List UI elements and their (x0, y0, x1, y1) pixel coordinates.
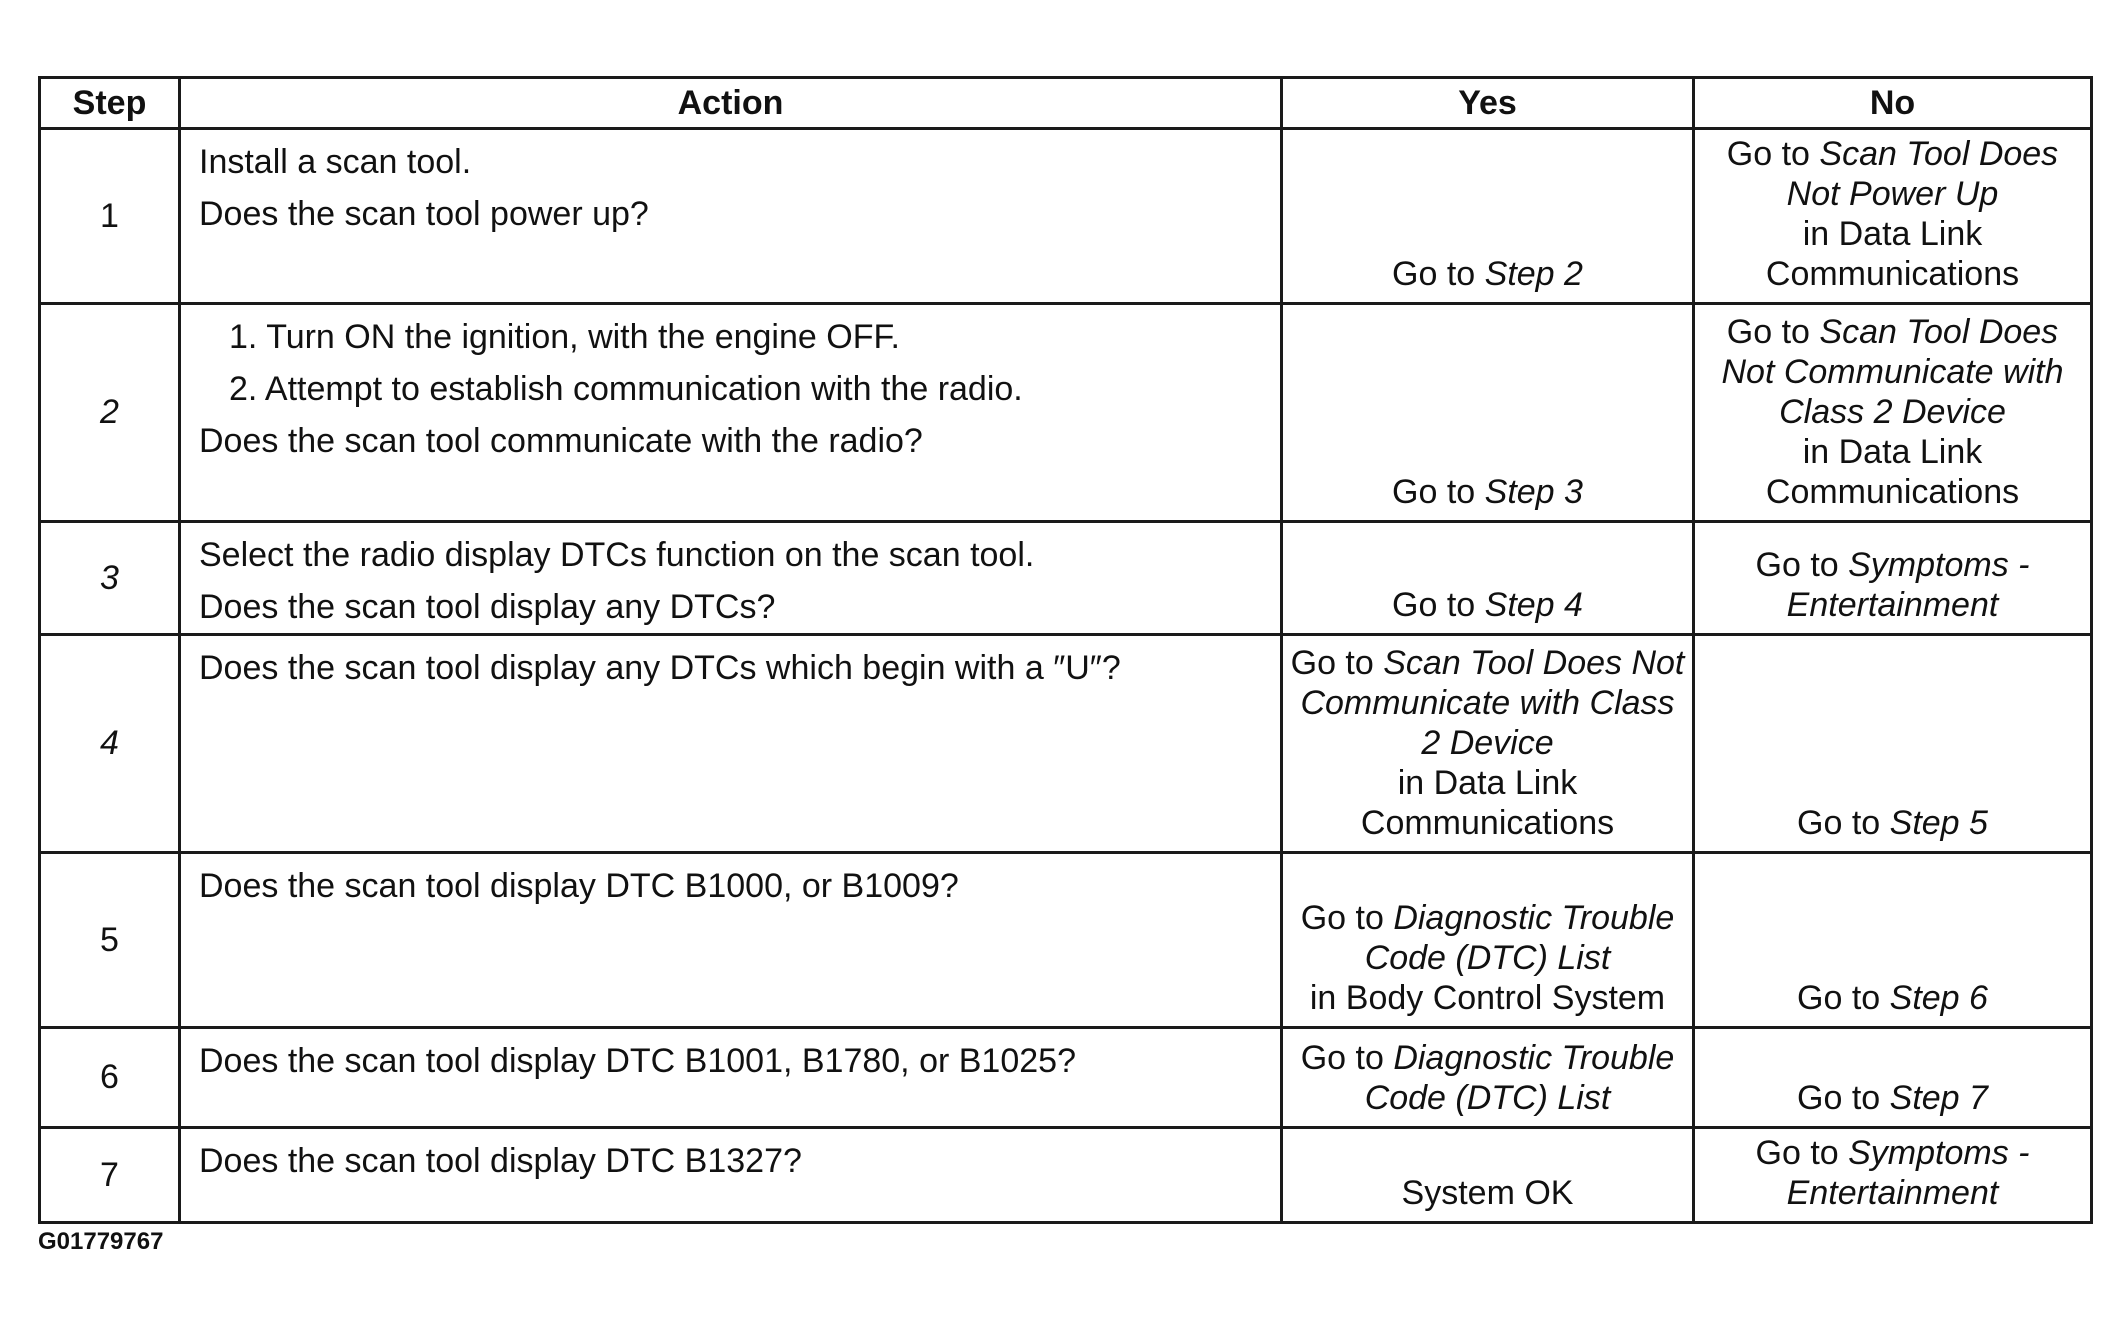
no-text: Go to (1755, 546, 1849, 584)
action-cell (180, 1128, 1282, 1223)
table-row (40, 853, 2092, 1028)
step-number: 2 (40, 304, 180, 522)
table-row (40, 1128, 2092, 1223)
action-cell (180, 635, 1282, 853)
diagnostic-table (38, 76, 2093, 1224)
action-question: Does the scan tool display any DTCs? (199, 588, 776, 626)
no-text: Go to (1797, 804, 1890, 842)
yes-text-suffix: in Body Control System (1309, 979, 1666, 1017)
no-text: Go to (1755, 1134, 1849, 1172)
header-action: Action (180, 78, 1282, 129)
action-question: Does the scan tool display DTC B1327? (199, 1142, 802, 1180)
no-text: Go to (1726, 135, 1820, 173)
no-cell (1694, 304, 2092, 522)
action-cell (180, 129, 1282, 304)
action-question: Does the scan tool display any DTCs which begin with a ″U″? (199, 649, 1121, 687)
yes-cell (1282, 853, 1694, 1028)
yes-cell (1282, 522, 1694, 635)
yes-link: Diagnostic Trouble Code (DTC) List (1364, 1039, 1675, 1117)
no-link: Step 7 (1889, 1079, 1988, 1117)
action-question: Does the scan tool communicate with the radio? (199, 422, 923, 460)
step-number: 1 (40, 129, 180, 304)
action-question: Does the scan tool display DTC B1000, or B1009? (199, 867, 959, 905)
header-yes: Yes (1282, 78, 1694, 129)
no-cell (1694, 1028, 2092, 1128)
action-text: Select the radio display DTCs function on the scan tool. (199, 536, 1035, 574)
yes-link: Step 2 (1484, 255, 1583, 293)
action-cell (180, 304, 1282, 522)
yes-text-suffix: in Data Link Communications (1360, 764, 1615, 842)
step-number: 5 (40, 853, 180, 1028)
action-list-item: 1. Turn ON the ignition, with the engine OFF. (229, 318, 900, 356)
yes-cell (1282, 304, 1694, 522)
step-number: 4 (40, 635, 180, 853)
yes-text: System OK (1401, 1174, 1574, 1212)
yes-cell (1282, 129, 1694, 304)
action-question: Does the scan tool power up? (199, 195, 649, 233)
action-text: Install a scan tool. (199, 143, 472, 181)
no-text: Go to (1797, 1079, 1890, 1117)
table-row (40, 522, 2092, 635)
step-number: 3 (40, 522, 180, 635)
table-row (40, 129, 2092, 304)
no-cell (1694, 129, 2092, 304)
no-link: Step 6 (1889, 979, 1988, 1017)
yes-link: Step 3 (1484, 473, 1583, 511)
no-link: Step 5 (1889, 804, 1988, 842)
figure-id: G01779767 (38, 1228, 164, 1255)
action-list-item: 2. Attempt to establish communication with the radio. (229, 370, 1023, 408)
no-text: Go to (1797, 979, 1890, 1017)
header-row (40, 78, 2092, 129)
header-no: No (1694, 78, 2092, 129)
no-cell (1694, 853, 2092, 1028)
header-step: Step (40, 78, 180, 129)
step-number: 6 (40, 1028, 180, 1128)
yes-text: Go to (1300, 1039, 1394, 1077)
no-link: Scan Tool Does Not Power Up (1786, 135, 2059, 213)
no-cell (1694, 635, 2092, 853)
no-text: Go to (1726, 313, 1820, 351)
yes-text: Go to (1392, 473, 1485, 511)
no-cell (1694, 1128, 2092, 1223)
action-cell (180, 1028, 1282, 1128)
yes-cell (1282, 1028, 1694, 1128)
yes-link: Step 4 (1484, 586, 1583, 624)
no-cell (1694, 522, 2092, 635)
action-cell (180, 853, 1282, 1028)
action-question: Does the scan tool display DTC B1001, B1780, or B1025? (199, 1042, 1076, 1080)
table-row (40, 1028, 2092, 1128)
no-link: Symptoms - Entertainment (1786, 546, 2030, 624)
yes-text: Go to (1392, 255, 1485, 293)
no-link: Symptoms - Entertainment (1786, 1134, 2030, 1212)
no-text-suffix: in Data Link Communications (1765, 433, 2020, 511)
no-text-suffix: in Data Link Communications (1765, 215, 2020, 293)
table-row (40, 635, 2092, 853)
yes-text: Go to (1300, 899, 1394, 937)
action-cell (180, 522, 1282, 635)
no-link: Scan Tool Does Not Communicate with Class 2 Device (1721, 313, 2064, 431)
yes-link: Diagnostic Trouble Code (DTC) List (1364, 899, 1675, 977)
table-row (40, 304, 2092, 522)
yes-link: Scan Tool Does Not Communicate with Class 2 Device (1300, 644, 1685, 762)
yes-text: Go to (1290, 644, 1384, 682)
yes-cell (1282, 635, 1694, 853)
step-number: 7 (40, 1128, 180, 1223)
yes-cell (1282, 1128, 1694, 1223)
yes-text: Go to (1392, 586, 1485, 624)
